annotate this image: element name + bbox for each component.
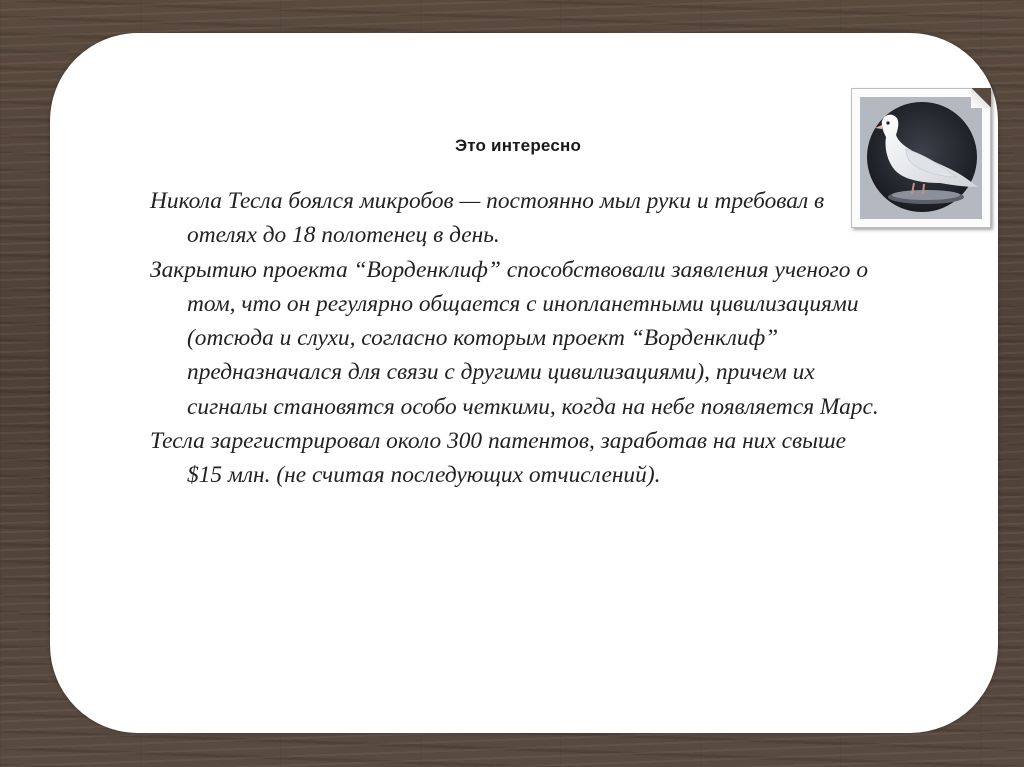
paragraph-microbes: Никола Тесла боялся микробов — постоянно мыл руки и требовал в отелях до 18 полотенец в день. [150, 188, 825, 249]
paragraph-patents: Тесла зарегистрировал около 300 патентов, заработав на них свыше $15 млн. (не считая последующих отчислений). [150, 428, 847, 489]
paragraph-wardenclyffe: Закрытию проекта “Ворденклиф” способствовали заявления ученого о том, что он регулярно общается с инопланетными цивилизациями (отсюда и слухи, согласно которым проект “Ворденклиф” предназначался для связи с другими цивилизациями), причем их сигналы становятся особо четкими, когда на небе появляется Марс. [150, 256, 879, 420]
dove-photo-frame [851, 88, 991, 228]
dove-icon [860, 97, 982, 219]
slide-body [150, 184, 880, 493]
dove-photo [860, 97, 982, 219]
page-curl [971, 88, 991, 108]
slide-title: Это интересно [454, 136, 582, 155]
